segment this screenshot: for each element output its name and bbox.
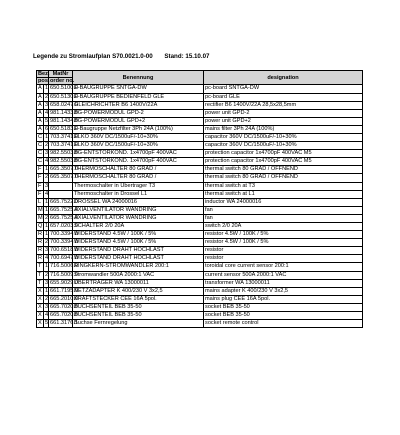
cell-designation: transformer WA 13000011 bbox=[204, 279, 363, 287]
cell-position-letter: R bbox=[38, 231, 43, 238]
cell-benennung: AXIALVENTILATOR WANDRING bbox=[73, 214, 204, 222]
cell-benennung: E-BAUGRUPPE SNTGA-DW bbox=[73, 85, 204, 93]
cell-benennung: KRAFTSTECKER CEE 16A 5pol. bbox=[73, 295, 204, 303]
cell-position-number: 3 bbox=[45, 101, 49, 108]
cell-benennung: WIDERSTAND DRAHT HOCHLAST bbox=[73, 255, 204, 263]
cell-position-number: 4 bbox=[45, 158, 49, 165]
cell-position-letter: X bbox=[38, 320, 42, 327]
cell-position-letter: C bbox=[38, 133, 43, 140]
cell-position-number: 2 bbox=[45, 214, 49, 221]
cell-order-number: 700.6947.0 bbox=[50, 255, 79, 262]
legend-table-header bbox=[37, 71, 363, 85]
cell-position-letter: T bbox=[37, 279, 44, 287]
cell-position-number: 1 bbox=[45, 133, 49, 140]
cell-order-number: 665.3507.0 bbox=[50, 174, 79, 181]
table-row bbox=[37, 117, 363, 125]
table-row bbox=[37, 247, 363, 255]
table-row bbox=[37, 295, 363, 303]
cell-position-number: 1 bbox=[45, 231, 49, 238]
cell-order-number: 665.2010.0 bbox=[50, 295, 79, 302]
cell-position-letter: X bbox=[38, 312, 42, 319]
table-row bbox=[37, 287, 363, 295]
table-row bbox=[37, 255, 363, 263]
cell-position-letter: C bbox=[38, 150, 43, 157]
cell-position-number: 6 bbox=[45, 125, 49, 132]
cell-benennung: Thermoschalter in Übertrager T3 bbox=[73, 182, 204, 190]
cell-designation: thermal switch 80 GRAD / ÖFFNEND bbox=[204, 174, 363, 182]
cell-benennung: ÜBERTRAGER WA 13000011 bbox=[73, 279, 204, 287]
table-row bbox=[37, 271, 363, 279]
cell-position-number: 1 bbox=[45, 263, 49, 270]
cell-benennung: E-Baugruppe Netzfilter 3Ph 24A (100%) bbox=[73, 125, 204, 133]
table-row bbox=[37, 85, 363, 93]
legend-title bbox=[33, 53, 219, 60]
cell-designation: inductor WA 24000016 bbox=[204, 198, 363, 206]
table-row bbox=[37, 263, 363, 271]
header-row-top bbox=[37, 71, 363, 78]
table-row bbox=[37, 190, 363, 198]
table-row bbox=[37, 312, 363, 320]
cell-designation: protection capacitor 1x4700pF 400VAC M5 bbox=[204, 150, 363, 158]
cell-position-letter: X bbox=[38, 287, 42, 294]
cell-position-letter: A bbox=[38, 93, 42, 100]
cell-designation: switch 2/0 20A bbox=[204, 223, 363, 231]
cell-position-number: 5 bbox=[45, 320, 49, 327]
cell-position-number: 1 bbox=[45, 166, 49, 173]
col-header-designation: designation bbox=[204, 71, 363, 85]
cell-position-letter: C bbox=[38, 142, 43, 149]
table-row bbox=[37, 133, 363, 141]
cell-order-number bbox=[49, 190, 73, 198]
cell-order-number: 650.5100.0 bbox=[50, 85, 79, 92]
table-row bbox=[37, 109, 363, 117]
cell-benennung: E-BAUGRUPPE BEDIENFELD GLE bbox=[73, 93, 204, 101]
cell-benennung: WIDERSTAND 4.5W / 100K / 5% bbox=[73, 231, 204, 239]
table-row bbox=[37, 101, 363, 109]
cell-designation: thermal switch at T3 bbox=[204, 182, 363, 190]
cell-order-number: 700.6518.0 bbox=[50, 247, 79, 254]
cell-benennung: WIDERSTAND DRAHT HOCHLAST bbox=[73, 247, 204, 255]
col-header-part-sub: order no. bbox=[50, 78, 75, 85]
cell-order-number: 650.5130.0 bbox=[50, 93, 79, 100]
cell-benennung: Buchse Fernregelung bbox=[73, 320, 204, 328]
cell-position-number: 1 bbox=[45, 198, 49, 205]
cell-designation: power unit GPD+2 bbox=[204, 117, 363, 125]
cell-benennung: WIDERSTAND 4.5W / 100K / 5% bbox=[73, 239, 204, 247]
cell-position-number: 3 bbox=[45, 303, 49, 310]
cell-benennung: ELKO 360V DC/1500uF/-10+30% bbox=[73, 142, 204, 150]
table-row bbox=[37, 150, 363, 158]
cell-order-number: 661.7195.0 bbox=[50, 287, 79, 294]
cell-position-number: 2 bbox=[45, 239, 49, 246]
cell-order-number: 665.3507.0 bbox=[50, 166, 79, 173]
table-row bbox=[37, 174, 363, 182]
cell-order-number: 716.5009.0 bbox=[50, 271, 79, 278]
cell-designation: socket BEB 35-50 bbox=[204, 303, 363, 311]
cell-benennung: Thermoschalter in Drossel L1 bbox=[73, 190, 204, 198]
cell-position-number: 5 bbox=[45, 117, 49, 124]
cell-position-letter: X bbox=[38, 295, 42, 302]
cell-designation: capacitor 360V DC/1500uF/-10+30% bbox=[204, 133, 363, 141]
cell-benennung: BG-ENTSTÖRKOND. 1x4700pF 400VAC bbox=[73, 158, 204, 166]
cell-position-number: 3 bbox=[45, 182, 49, 189]
cell-order-number: 665.7525.0 bbox=[50, 206, 79, 213]
table-row bbox=[37, 223, 363, 231]
cell-designation: protection capacitor 1x4700pF 400VAC M5 bbox=[204, 158, 363, 166]
cell-position-number: 3 bbox=[45, 279, 49, 286]
cell-designation: mains filter 3Ph 24A (100%) bbox=[204, 125, 363, 133]
cell-designation: socket BEB 35-50 bbox=[204, 312, 363, 320]
cell-position-letter: T bbox=[37, 271, 44, 279]
cell-position-letter: M bbox=[38, 214, 43, 221]
cell-position-letter: F bbox=[37, 166, 44, 174]
cell-order-number: 650.5183.0 bbox=[50, 125, 79, 132]
cell-position-number: 1 bbox=[45, 85, 49, 92]
cell-benennung: Stromwandler 500A 2000:1 VAC bbox=[73, 271, 204, 279]
cell-benennung: THERMOSCHALTER 80 GRAD / bbox=[73, 174, 204, 182]
cell-position-letter: A bbox=[38, 125, 42, 132]
table-row bbox=[37, 182, 363, 190]
cell-position-letter: C bbox=[38, 158, 43, 165]
cell-designation: fan bbox=[204, 214, 363, 222]
cell-benennung: BG-POWERMODUL GPD+2 bbox=[73, 117, 204, 125]
cell-benennung: BUCHSENTEIL BEB 35-50 bbox=[73, 312, 204, 320]
cell-order-number: 700.3394.0 bbox=[50, 239, 79, 246]
cell-benennung: THERMOSCHALTER 80 GRAD / bbox=[73, 166, 204, 174]
cell-designation: resistor bbox=[204, 255, 363, 263]
table-row bbox=[37, 279, 363, 287]
cell-order-number: 658.0247.0 bbox=[50, 101, 79, 108]
cell-order-number: 703.3741.0 bbox=[50, 142, 79, 149]
cell-position-number: 2 bbox=[45, 271, 49, 278]
cell-designation: socket remote control bbox=[204, 320, 363, 328]
cell-designation: mains adapter K 400/230 V 3x2,5 bbox=[204, 287, 363, 295]
cell-benennung: DROSSEL WA 24000016 bbox=[73, 198, 204, 206]
cell-position-letter: A bbox=[38, 85, 42, 92]
document-date: Stand: 15.10.07 bbox=[164, 53, 210, 60]
cell-order-number: 665.7020.0 bbox=[50, 312, 79, 319]
table-row bbox=[37, 206, 363, 214]
cell-position-letter: F bbox=[37, 190, 44, 198]
cell-order-number: 657.0203.0 bbox=[50, 223, 79, 229]
cell-position-letter: L bbox=[37, 198, 44, 206]
cell-benennung: ELKO 360V DC/1500uF/-10+30% bbox=[73, 133, 204, 141]
cell-position-letter: R bbox=[38, 247, 43, 254]
table-row bbox=[37, 142, 363, 150]
cell-designation: pc-board GLE bbox=[204, 93, 363, 101]
cell-position-number: 4 bbox=[45, 312, 49, 319]
cell-benennung: NETZADAPTER K 400/230 V 3x2,5 bbox=[73, 287, 204, 295]
cell-order-number: 982.5503.0 bbox=[50, 158, 79, 165]
cell-position-number: 1 bbox=[45, 223, 49, 229]
table-row bbox=[37, 303, 363, 311]
cell-position-number: 2 bbox=[45, 142, 49, 149]
cell-order-number: 665.7020.0 bbox=[50, 303, 79, 310]
col-header-part: MatNr bbox=[49, 71, 73, 78]
table-row bbox=[37, 239, 363, 247]
cell-order-number: 703.3741.0 bbox=[50, 133, 79, 140]
cell-order-number: 982.5503.0 bbox=[50, 150, 79, 157]
table-row bbox=[37, 125, 363, 133]
cell-position-letter: F bbox=[37, 174, 44, 182]
cell-designation: resistor bbox=[204, 247, 363, 255]
cell-designation: mains plug CEE 16A 5pol. bbox=[204, 295, 363, 303]
cell-position-number: 3 bbox=[45, 150, 49, 157]
cell-order-number: 661.3176.1 bbox=[50, 320, 79, 327]
cell-designation: pc-board SNTGA-DW bbox=[204, 85, 363, 93]
cell-order-number: 716.5006.0 bbox=[50, 263, 79, 270]
table-row bbox=[37, 158, 363, 166]
cell-position-number: 1 bbox=[45, 287, 49, 294]
cell-position-number: 4 bbox=[45, 109, 49, 116]
cell-position-letter: X bbox=[38, 303, 42, 310]
col-header-pos: Bez. bbox=[38, 71, 50, 77]
cell-position-number: 4 bbox=[45, 190, 49, 197]
cell-order-number: 700.3394.0 bbox=[50, 231, 79, 238]
cell-position-letter: A bbox=[38, 101, 42, 108]
cell-designation: toroidal core current sensor 200:1 bbox=[204, 263, 363, 271]
cell-designation: power unit GPD-2 bbox=[204, 109, 363, 117]
cell-benennung: BUCHSENTEIL BEB 35-50 bbox=[73, 303, 204, 311]
cell-designation: thermal switch at L1 bbox=[204, 190, 363, 198]
cell-order-number: 981.1434.0 bbox=[50, 117, 79, 124]
cell-position-letter: F bbox=[37, 182, 44, 190]
table-row bbox=[37, 214, 363, 222]
cell-order-number: 665.7522.0 bbox=[50, 198, 79, 205]
table-row bbox=[37, 231, 363, 239]
cell-position-number: 2 bbox=[45, 174, 49, 181]
cell-designation: capacitor 360V DC/1500uF/-10+30% bbox=[204, 142, 363, 150]
cell-position-number: 3 bbox=[45, 247, 49, 254]
cell-designation: fan bbox=[204, 206, 363, 214]
cell-benennung: AXIALVENTILATOR WANDRING bbox=[73, 206, 204, 214]
cell-benennung: SCHALTER 2/0 20A bbox=[73, 223, 204, 231]
cell-benennung: RINGKERN-STROMWANDLER 200:1 bbox=[73, 263, 204, 271]
table-row bbox=[37, 198, 363, 206]
cell-position-number: 2 bbox=[45, 295, 49, 302]
cell-designation: rectifier B6 1400V/22A 28,5x28,5mm bbox=[204, 101, 363, 109]
cell-position-letter: A bbox=[38, 117, 42, 124]
legend-table bbox=[36, 70, 363, 328]
legend-table-body bbox=[37, 85, 363, 328]
cell-order-number bbox=[49, 182, 73, 190]
cell-order-number: 655.9029.0 bbox=[50, 279, 79, 286]
cell-position-number: 1 bbox=[45, 206, 49, 213]
table-row bbox=[37, 93, 363, 101]
cell-position-letter: R bbox=[38, 239, 43, 246]
document-title: Legende zu Stromlaufplan S70.0021.0-00 bbox=[33, 53, 153, 60]
cell-benennung: BG-ENTSTÖRKOND. 1x4700pF 400VAC bbox=[73, 150, 204, 158]
col-header-pos-sub: pos. bbox=[38, 78, 50, 85]
cell-designation: resistor 4.5W / 100K / 5% bbox=[204, 231, 363, 239]
table-row bbox=[37, 320, 363, 328]
cell-position-letter: T bbox=[37, 263, 44, 271]
cell-designation: current sensor 500A 2000:1 VAC bbox=[204, 271, 363, 279]
cell-position-letter: R bbox=[38, 255, 43, 262]
cell-position-letter: M bbox=[38, 206, 43, 213]
cell-benennung: BG-POWERMODUL GPD-2 bbox=[73, 109, 204, 117]
cell-order-number: 981.1433.0 bbox=[50, 109, 79, 116]
cell-position-letter: Q bbox=[38, 223, 43, 229]
cell-position-letter: A bbox=[38, 109, 42, 116]
cell-designation: resistor 4.5W / 100K / 5% bbox=[204, 239, 363, 247]
cell-position-number: 2 bbox=[45, 93, 49, 100]
cell-designation: thermal switch 80 GRAD / ÖFFNEND bbox=[204, 166, 363, 174]
table-row bbox=[37, 166, 363, 174]
cell-position-number: 4 bbox=[45, 255, 49, 262]
col-header-name: Benennung bbox=[73, 71, 204, 85]
cell-order-number: 665.7525.0 bbox=[50, 214, 79, 221]
cell-benennung: GLEICHRICHTER B6 1400V/22A bbox=[73, 101, 204, 109]
